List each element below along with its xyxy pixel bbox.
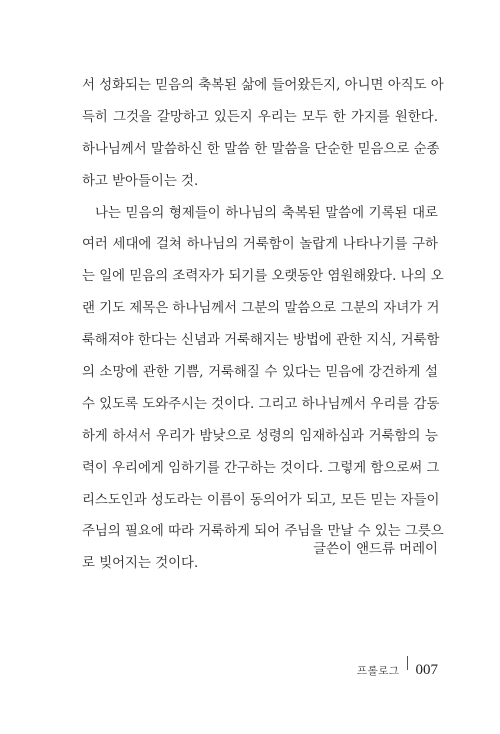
section-label: 프롤로그	[356, 665, 400, 677]
text-line: 여러 세대에 걸쳐 하나님의 거룩함이 놀랍게 나타나기를 구하	[82, 237, 438, 253]
page-footer	[357, 660, 438, 679]
page-number: 007	[415, 662, 438, 678]
text-line: 랜 기도 제목은 하나님께서 그분의 말씀으로 그분의 자녀가 거	[82, 301, 440, 317]
body-text	[82, 70, 444, 580]
text-line: 로 빚어지는 것이다.	[82, 556, 199, 572]
text-line: 하게 하셔서 우리가 밤낮으로 성령의 임재하심과 거룩함의 능	[82, 428, 438, 444]
text-line: 룩해져야 한다는 신념과 거룩해지는 방법에 관한 지식, 거룩함	[82, 333, 440, 349]
text-line: 는 일에 믿음의 조력자가 되기를 오랫동안 염원해왔다. 나의 오	[82, 269, 444, 285]
text-line: 나는 믿음의 형제들이 하나님의 축복된 말씀에 기록된 대로	[95, 205, 438, 221]
text-line: 주님의 필요에 따라 거룩하게 되어 주님을 만날 수 있는 그릇으	[82, 524, 444, 540]
text-line: 하나님께서 말씀하신 한 말씀 한 말씀을 단순한 믿음으로 순종	[82, 141, 440, 157]
text-line: 서 성화되는 믿음의 축복된 삶에 들어왔든지, 아니면 아직도 아	[82, 78, 444, 93]
text-line: 력이 우리에게 임하기를 간구하는 것이다. 그렇게 함으로써 그	[82, 460, 440, 476]
text-line: 의 소망에 관한 기쁨, 거룩해질 수 있다는 믿음에 강건하게 설	[82, 365, 438, 381]
author-signature: 글쓴이 앤드류 머레이	[313, 542, 438, 557]
text-line: 리스도인과 성도라는 이름이 동의어가 되고, 모든 믿는 자들이	[82, 492, 440, 508]
text-line: 수 있도록 도와주시는 것이다. 그리고 하나님께서 우리를 감동	[82, 396, 440, 412]
footer-divider	[407, 656, 408, 670]
text-line: 하고 받아들이는 것.	[82, 173, 199, 189]
text-line: 득히 그것을 갈망하고 있든지 우리는 모두 한 가지를 원한다.	[82, 109, 438, 125]
